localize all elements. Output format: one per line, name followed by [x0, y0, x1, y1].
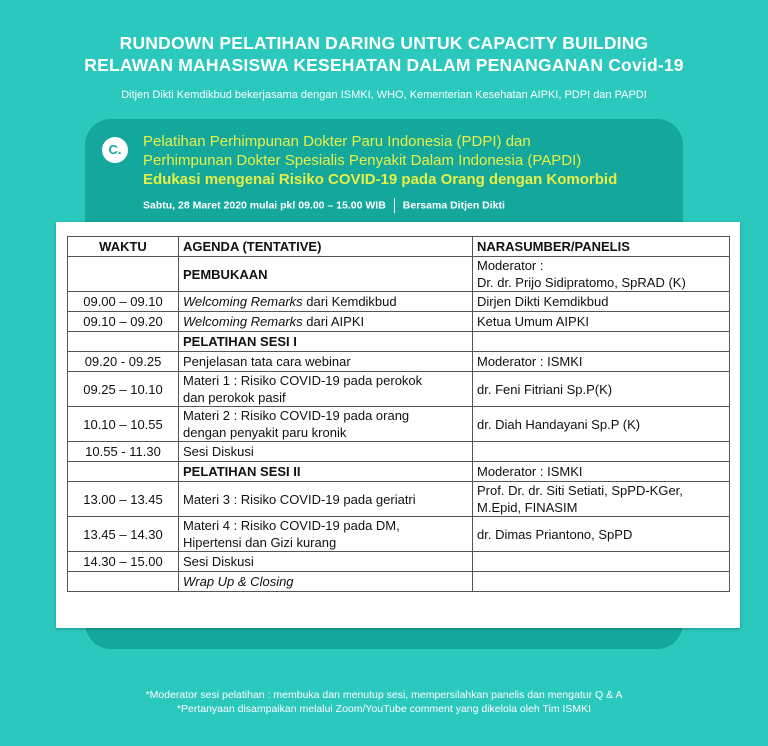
cell-speaker: [473, 552, 730, 572]
cell-agenda: PELATIHAN SESI I: [179, 332, 473, 352]
session-partner: Bersama Ditjen Dikti: [402, 199, 505, 212]
cell-speaker: dr. Feni Fitriani Sp.P(K): [473, 372, 730, 407]
cell-time: 09.20 - 09.25: [68, 352, 179, 372]
agenda-line: Materi 4 : Risiko COVID-19 pada DM,: [183, 518, 400, 533]
cell-time: 13.00 – 13.45: [68, 482, 179, 517]
cell-agenda: PEMBUKAAN: [179, 257, 473, 292]
organizer-line-1: Pelatihan Perhimpunan Dokter Paru Indonesia (PDPI) dan: [143, 133, 531, 150]
cell-agenda: [179, 517, 473, 552]
speaker-line: Prof. Dr. dr. Siti Setiati, SpPD-KGer,: [477, 483, 683, 498]
cell-speaker: [473, 442, 730, 462]
footnote-2: *Pertanyaan disampaikan melalui Zoom/YouTube comment yang dikelola oleh Tim ISMKI: [176, 703, 592, 715]
cell-time: [68, 572, 179, 592]
table-row: [68, 462, 730, 482]
speaker-line: Moderator :: [477, 258, 544, 273]
cell-agenda: [179, 407, 473, 442]
agenda-italic: Welcoming Remarks: [183, 314, 303, 329]
table-row: [68, 482, 730, 517]
session-dateline: [143, 198, 505, 214]
organizer-line-2: Perhimpunan Dokter Spesialis Penyakit Dalam Indonesia (PAPDI): [143, 152, 582, 169]
table-header-row: [68, 237, 730, 257]
agenda-line: Hipertensi dan Gizi kurang: [183, 535, 337, 550]
table-row: [68, 352, 730, 372]
cell-speaker: [473, 572, 730, 592]
cell-agenda: Materi 3 : Risiko COVID-19 pada geriatri: [179, 482, 473, 517]
cell-agenda: PELATIHAN SESI II: [179, 462, 473, 482]
cell-time: 09.25 – 10.10: [68, 372, 179, 407]
cell-speaker: Moderator : ISMKI: [473, 462, 730, 482]
col-header-agenda: AGENDA (TENTATIVE): [179, 237, 473, 257]
agenda-line: Materi 1 : Risiko COVID-19 pada perokok: [183, 373, 423, 388]
session-date: Sabtu, 28 Maret 2020 mulai pkl 09.00 – 15.00 WIB: [143, 199, 386, 212]
cell-agenda: [179, 312, 473, 332]
col-header-time: WAKTU: [68, 237, 179, 257]
divider: [394, 198, 395, 213]
table-row: [68, 332, 730, 352]
cell-agenda: Sesi Diskusi: [179, 552, 473, 572]
agenda-line: Materi 2 : Risiko COVID-19 pada orang: [183, 408, 410, 423]
cell-speaker: dr. Diah Handayani Sp.P (K): [473, 407, 730, 442]
footnotes: [0, 688, 768, 716]
footnote-1: *Moderator sesi pelatihan : membuka dan menutup sesi, mempersilahkan panelis dan mengatur Q & A: [145, 689, 623, 701]
speaker-line: Dr. dr. Prijo Sidipratomo, SpRAD (K): [477, 275, 686, 290]
cell-time: 09.10 – 09.20: [68, 312, 179, 332]
organizer-heading: [143, 132, 673, 170]
session-badge: C.: [102, 137, 128, 163]
cell-time: [68, 257, 179, 292]
table-row: [68, 552, 730, 572]
table-row: [68, 292, 730, 312]
col-header-speaker: NARASUMBER/PANELIS: [473, 237, 730, 257]
page-subtitle: Ditjen Dikti Kemdikbud bekerjasama dengan ISMKI, WHO, Kementerian Kesehatan AIPKI, PDPI dan PAPDI: [121, 89, 647, 101]
cell-speaker: [473, 482, 730, 517]
rundown-sheet: [56, 222, 740, 628]
cell-time: [68, 462, 179, 482]
title-line-1: RUNDOWN PELATIHAN DARING UNTUK CAPACITY BUILDING: [119, 33, 649, 53]
cell-speaker: Ketua Umum AIPKI: [473, 312, 730, 332]
title-line-2: RELAWAN MAHASISWA KESEHATAN DALAM PENANGANAN Covid-19: [84, 55, 684, 75]
table-row: [68, 517, 730, 552]
table-row: [68, 312, 730, 332]
table-row: [68, 257, 730, 292]
cell-agenda: Sesi Diskusi: [179, 442, 473, 462]
cell-agenda: Penjelasan tata cara webinar: [179, 352, 473, 372]
session-topic: Edukasi mengenai Risiko COVID-19 pada Orang dengan Komorbid: [143, 171, 618, 188]
cell-time: 14.30 – 15.00: [68, 552, 179, 572]
agenda-line: dengan penyakit paru kronik: [183, 425, 347, 440]
cell-time: [68, 332, 179, 352]
cell-time: 10.55 - 11.30: [68, 442, 179, 462]
table-row: [68, 372, 730, 407]
agenda-rest: dari AIPKI: [302, 314, 365, 329]
agenda-rest: dari Kemdikbud: [302, 294, 397, 309]
cell-speaker: Dirjen Dikti Kemdikbud: [473, 292, 730, 312]
cell-speaker: Moderator : ISMKI: [473, 352, 730, 372]
cell-agenda: [179, 292, 473, 312]
page-title: [0, 32, 768, 76]
table-row: [68, 442, 730, 462]
agenda-italic: Welcoming Remarks: [183, 294, 303, 309]
rundown-table: [67, 236, 730, 592]
cell-time: 10.10 – 10.55: [68, 407, 179, 442]
speaker-line: M.Epid, FINASIM: [477, 500, 578, 515]
cell-agenda: Wrap Up & Closing: [179, 572, 473, 592]
table-row: [68, 572, 730, 592]
cell-agenda: [179, 372, 473, 407]
cell-speaker: [473, 257, 730, 292]
table-row: [68, 407, 730, 442]
cell-time: 09.00 – 09.10: [68, 292, 179, 312]
cell-speaker: dr. Dimas Priantono, SpPD: [473, 517, 730, 552]
cell-speaker: [473, 332, 730, 352]
cell-time: 13.45 – 14.30: [68, 517, 179, 552]
agenda-line: dan perokok pasif: [183, 390, 286, 405]
